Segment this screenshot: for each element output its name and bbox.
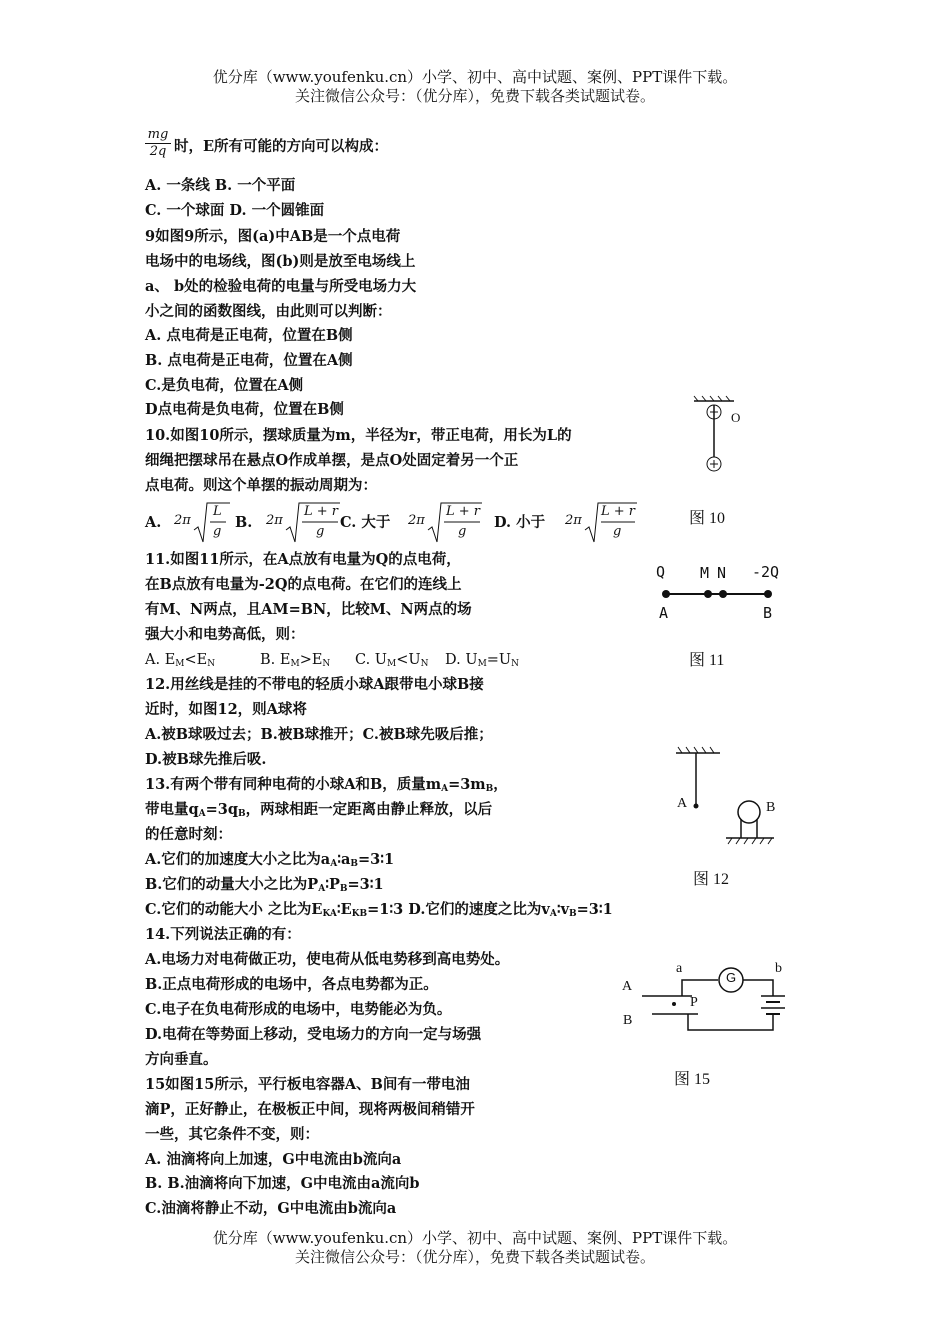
q11-option-a: A. $E_M<E_N$	[145, 652, 216, 669]
q15-option-b: B. B.油滴将向下加速，G中电流由a流向b	[145, 1175, 420, 1192]
radical-a-numerator: L	[213, 504, 222, 519]
figure-11-label-m: M	[700, 564, 710, 582]
q11-line1: 11.如图11所示，在A点放有电量为Q的点电荷，	[145, 551, 461, 568]
q14-option-a: A.电场力对电荷做正功，使电荷从低电势移到高电势处。	[145, 951, 510, 968]
figure-10-point-o: O	[731, 410, 741, 425]
two-pi: 2π	[408, 513, 425, 528]
q11-line4: 强大小和电势高低，则：	[145, 626, 305, 643]
q13-line1: 13.有两个带有同种电荷的小球A和B，质量$m_A=3m_B$，	[145, 776, 508, 794]
q10-radical-d	[565, 500, 641, 546]
q9-option-c: C.是负电荷，位置在A侧	[145, 377, 304, 394]
fraction-denominator: 2q	[145, 143, 171, 160]
radical-b-denominator: g	[316, 524, 325, 539]
figure-12-label-b: B	[766, 800, 776, 815]
page-footer-line1: 优分库（www.youfenku.cn）小学、初中、高中试题、案例、PPT课件下载。	[212, 1229, 738, 1247]
figure-11-label-minus-2q: -2Q	[752, 563, 780, 581]
fraction-numerator: mg	[147, 127, 169, 142]
q14-option-d-line1: D.电荷在等势面上移动，受电场力的方向一定与场强	[145, 1026, 482, 1043]
figure-11-label-a: A	[659, 604, 669, 622]
fraction-mg-over-2q	[145, 127, 171, 160]
radical-d-numerator: L + r	[601, 504, 636, 519]
q15-line2: 滴P，正好静止，在极板正中间，现将两极间稍错开	[145, 1101, 475, 1118]
q12-line4: D.被B球先推后吸.	[145, 751, 267, 768]
q10-radical-b	[266, 500, 342, 546]
figure-15-label-a: A	[622, 979, 633, 994]
figure-11-point-m	[704, 590, 712, 598]
q14-line1: 14.下列说法正确的有：	[145, 926, 301, 943]
q11-option-d: D. $U_M=U_N$	[445, 652, 520, 669]
figure-11-label-b: B	[763, 604, 773, 622]
page-header-line1: 优分库（www.youfenku.cn）小学、初中、高中试题、案例、PPT课件下载。	[212, 68, 738, 86]
figure-15-label-p: P	[690, 995, 698, 1010]
q10-option-d-label: D. 小于	[494, 514, 546, 531]
q10-radical-a	[174, 500, 232, 546]
figure-15-terminal-b: b	[775, 961, 782, 976]
q15-line1: 15如图15所示，平行板电容器A、B间有一带电油	[145, 1076, 470, 1093]
radical-a-denominator: g	[213, 524, 222, 539]
two-pi: 2π	[565, 513, 582, 528]
two-pi: 2π	[266, 513, 283, 528]
figure-12-ball-a	[694, 804, 699, 809]
q13-option-a: A.它们的加速度大小之比为$a_A∶a_B=3∶1$	[145, 851, 395, 869]
figure-11-label-q: Q	[656, 563, 666, 581]
q13-option-c-d: C.它们的动能大小 之比为$E_{KA}∶E_{KB}=1∶3$ D.它们的速度之比为$v_A∶v_B=3∶1$	[145, 901, 613, 919]
page-footer-line2: 关注微信公众号：（优分库），免费下载各类试题试卷。	[294, 1248, 655, 1266]
figure-11-point-b	[764, 590, 772, 598]
q9-option-b: B. 点电荷是正电荷，位置在A侧	[145, 352, 353, 369]
figure-12-label-a: A	[677, 796, 688, 811]
q10-line1: 10.如图10所示，摆球质量为m，半径为r，带正电荷，用长为L的	[145, 427, 572, 444]
figure-11-label-n: N	[717, 564, 727, 582]
radical-sign-icon	[174, 500, 232, 546]
figure-10-pendulum	[690, 395, 760, 475]
figure-11-point-a	[662, 590, 670, 598]
q9-line2: 电场中的电场线，图(b)则是放至电场线上	[145, 253, 416, 270]
q8-stem-tail: 时，E所有可能的方向可以构成：	[174, 138, 389, 155]
q12-line2: 近时，如图12，则A球将	[145, 701, 307, 718]
figure-12-caption: 图 12	[693, 871, 730, 888]
two-pi: 2π	[174, 513, 191, 528]
q15-option-c: C.油滴将静止不动，G中电流由b流向a	[145, 1200, 397, 1217]
q9-line3: a、 b处的检验电荷的电量与所受电场力大	[145, 278, 417, 295]
q15-line3: 一些，其它条件不变，则：	[145, 1126, 319, 1143]
q9-line4: 小之间的函数图线，由此则可以判断：	[145, 303, 392, 320]
figure-15-terminal-a: a	[676, 961, 683, 976]
q10-line3: 点电荷。则这个单摆的振动周期为：	[145, 477, 377, 494]
q13-line3: 的任意时刻：	[145, 826, 232, 843]
q14-option-c: C.电子在负电荷形成的电场中，电势能必为负。	[145, 1001, 452, 1018]
q13-option-b: B.它们的动量大小之比为$P_A∶P_B=3∶1$	[145, 876, 384, 894]
page-header-line2: 关注微信公众号：（优分库），免费下载各类试题试卷。	[294, 87, 655, 105]
q13-line2: 带电量$q_A=3q_B$，两球相距一定距离由静止释放，以后	[145, 801, 493, 819]
q11-line2: 在B点放有电量为-2Q的点电荷。在它们的连线上	[145, 576, 462, 593]
q8-options-ab: A. 一条线 B. 一个平面	[145, 177, 296, 194]
q14-option-d-line2: 方向垂直。	[145, 1051, 218, 1068]
q11-line3: 有M、N两点，且AM=BN，比较M、N两点的场	[145, 601, 472, 618]
radical-d-denominator: g	[613, 524, 622, 539]
figure-15-caption: 图 15	[674, 1071, 711, 1088]
q9-line1: 9如图9所示，图(a)中AB是一个点电荷	[145, 228, 401, 245]
figure-11-line	[660, 584, 790, 604]
figure-15-label-b: B	[623, 1013, 633, 1028]
q9-option-a: A. 点电荷是正电荷，位置在B侧	[145, 327, 353, 344]
q9-option-d: D点电荷是负电荷，位置在B侧	[145, 401, 344, 418]
q12-line3: A.被B球吸过去；B.被B球推开；C.被B球先吸后推；	[145, 726, 493, 743]
figure-15-circuit	[630, 960, 810, 1050]
q8-options-cd: C. 一个球面 D. 一个圆锥面	[145, 202, 325, 219]
figure-10-caption: 图 10	[689, 510, 726, 527]
q10-radical-c	[408, 500, 484, 546]
radical-b-numerator: L + r	[304, 504, 339, 519]
figure-11-caption: 图 11	[689, 652, 725, 669]
q10-option-a-label: A.	[145, 514, 162, 531]
q10-line2: 细绳把摆球吊在悬点O作成单摆，是点O处固定着另一个正	[145, 452, 519, 469]
q10-option-c-label: C. 大于	[340, 514, 391, 531]
q12-line1: 12.用丝线是挂的不带电的轻质小球A跟带电小球B接	[145, 676, 484, 693]
figure-15-oil-drop	[672, 1002, 676, 1006]
q10-option-b-label: B.	[235, 514, 253, 531]
figure-11-point-n	[719, 590, 727, 598]
q11-option-c: C. $U_M<U_N$	[355, 652, 429, 669]
q11-option-b: B. $E_M>E_N$	[260, 652, 331, 669]
radical-c-numerator: L + r	[446, 504, 481, 519]
figure-15-label-g: G	[726, 970, 737, 985]
q15-option-a: A. 油滴将向上加速，G中电流由b流向a	[145, 1151, 402, 1168]
radical-c-denominator: g	[458, 524, 467, 539]
q14-option-b: B.正点电荷形成的电场中，各点电势都为正。	[145, 976, 438, 993]
